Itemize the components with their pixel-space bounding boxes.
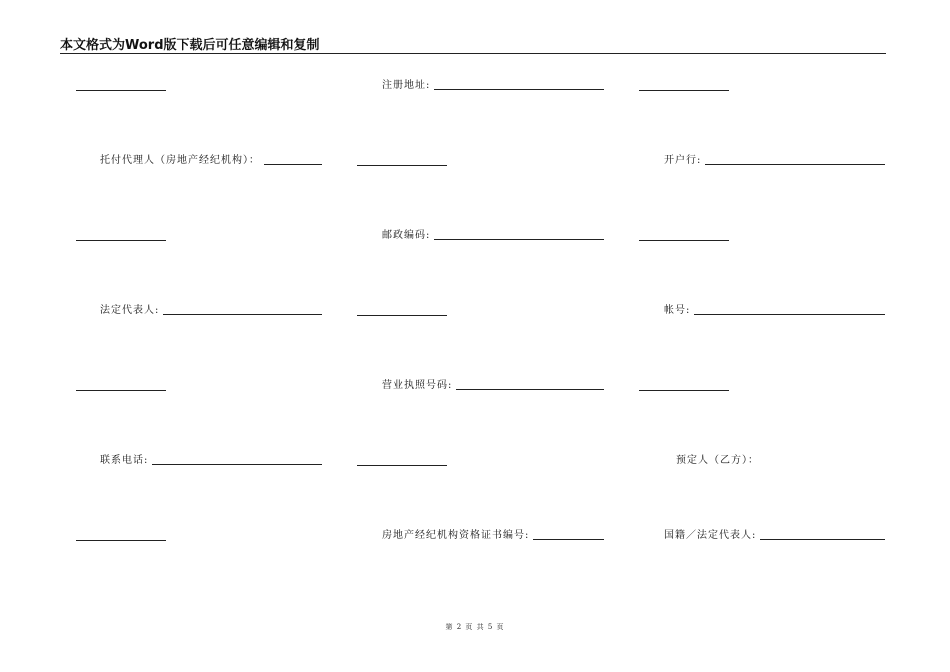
legal-rep-line[interactable] <box>163 314 322 315</box>
blank-line <box>639 240 729 241</box>
account-line[interactable] <box>694 314 885 315</box>
blank-line <box>639 90 729 91</box>
business-license-label: 营业执照号码: <box>382 380 453 391</box>
blank-line <box>357 465 447 466</box>
bank-label: 开户行: <box>664 155 702 166</box>
postal-code-label: 邮政编码: <box>382 230 431 241</box>
buyer-label: 预定人（乙方）： <box>676 455 759 466</box>
reg-address-label: 注册地址: <box>382 80 431 91</box>
cert-no-label: 房地产经纪机构资格证书编号: <box>382 530 530 541</box>
business-license-field <box>382 378 604 392</box>
blank-line <box>76 390 166 391</box>
agent-label: 托付代理人（房地产经纪机构）： <box>100 155 260 166</box>
reg-address-field <box>382 78 604 92</box>
blank-line <box>76 90 166 91</box>
document-header-title: 本文格式为Word版下载后可任意编辑和复制 <box>60 38 320 53</box>
bank-line[interactable] <box>705 164 885 165</box>
agent-line[interactable] <box>264 164 322 165</box>
blank-line <box>357 315 447 316</box>
business-license-line[interactable] <box>456 389 604 390</box>
postal-code-field <box>382 228 604 242</box>
nationality-rep-field <box>664 528 885 542</box>
nationality-rep-label: 国籍／法定代表人: <box>664 530 757 541</box>
nationality-rep-line[interactable] <box>760 539 885 540</box>
page-footer: 第 2 页 共 5 页 <box>445 623 505 631</box>
header-rule <box>60 53 886 54</box>
blank-line <box>76 540 166 541</box>
cert-no-field <box>382 528 604 542</box>
agent-field <box>100 153 322 167</box>
blank-line <box>76 240 166 241</box>
blank-line <box>357 165 447 166</box>
account-label: 帐号: <box>664 305 691 316</box>
phone-label: 联系电话: <box>100 455 149 466</box>
cert-no-line[interactable] <box>533 539 604 540</box>
legal-rep-label: 法定代表人: <box>100 305 160 316</box>
phone-field <box>100 453 322 467</box>
phone-line[interactable] <box>152 464 322 465</box>
buyer-field <box>676 453 759 467</box>
bank-field <box>664 153 885 167</box>
account-field <box>664 303 885 317</box>
reg-address-line[interactable] <box>434 89 604 90</box>
legal-rep-field <box>100 303 322 317</box>
postal-code-line[interactable] <box>434 239 604 240</box>
blank-line <box>639 390 729 391</box>
